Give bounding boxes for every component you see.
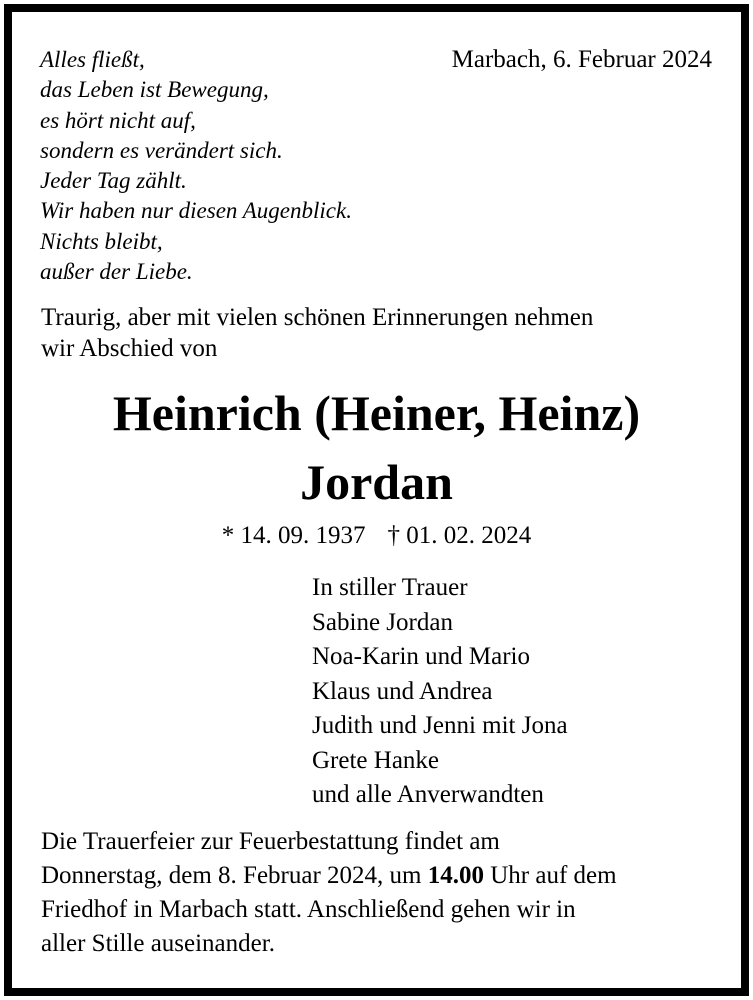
life-dates [0,521,753,551]
funeral-service-info [41,825,617,961]
intro-text [41,302,593,364]
service-line: Friedhof in Marbach statt. Anschließend gehen wir in [41,896,576,923]
deceased-name-last: Jordan [300,454,453,510]
service-line [41,859,617,893]
poem [40,45,352,287]
mourner-name: Noa-Karin und Mario [312,643,530,670]
mourner-name: Grete Hanke [312,746,440,774]
poem-line: Wir haben nur diesen Augenblick. [40,198,352,224]
death-date: † 01. 02. 2024 [387,522,532,549]
birth-date: * 14. 09. 1937 [221,522,366,549]
intro-line: wir Abschied von [41,335,218,362]
service-date-text: Donnerstag, dem 8. Februar 2024, um [41,862,428,889]
mourner-name: Klaus und Andrea [312,677,493,705]
intro-line: Traurig, aber mit vielen schönen Erinnerungen nehmen [41,304,594,331]
place-date: Marbach, 6. Februar 2024 [451,46,712,73]
poem-line: Nichts bleibt, [40,228,163,254]
service-place-text: Uhr auf dem [483,862,617,889]
poem-line: das Leben ist Bewegung, [40,77,269,103]
mourner-name: Sabine Jordan [312,608,453,636]
service-time: 14.00 [427,862,484,889]
poem-line: Jeder Tag zählt. [40,168,187,194]
mourner-name: und alle Anverwandten [312,781,544,808]
poem-line: sondern es verändert sich. [40,137,283,163]
service-line: aller Stille auseinander. [41,930,275,957]
mourner-name: Judith und Jenni mit Jona [312,712,568,739]
mourners-list [312,571,568,813]
poem-line: Alles fließt, [40,47,145,72]
mourners-heading: In stiller Trauer [312,574,468,601]
deceased-name-first: Heinrich (Heiner, Heinz) [112,385,641,441]
poem-line: außer der Liebe. [40,259,193,285]
poem-line: es hört nicht auf, [40,107,196,133]
service-line: Die Trauerfeier zur Feuerbestattung findet am [41,828,500,855]
